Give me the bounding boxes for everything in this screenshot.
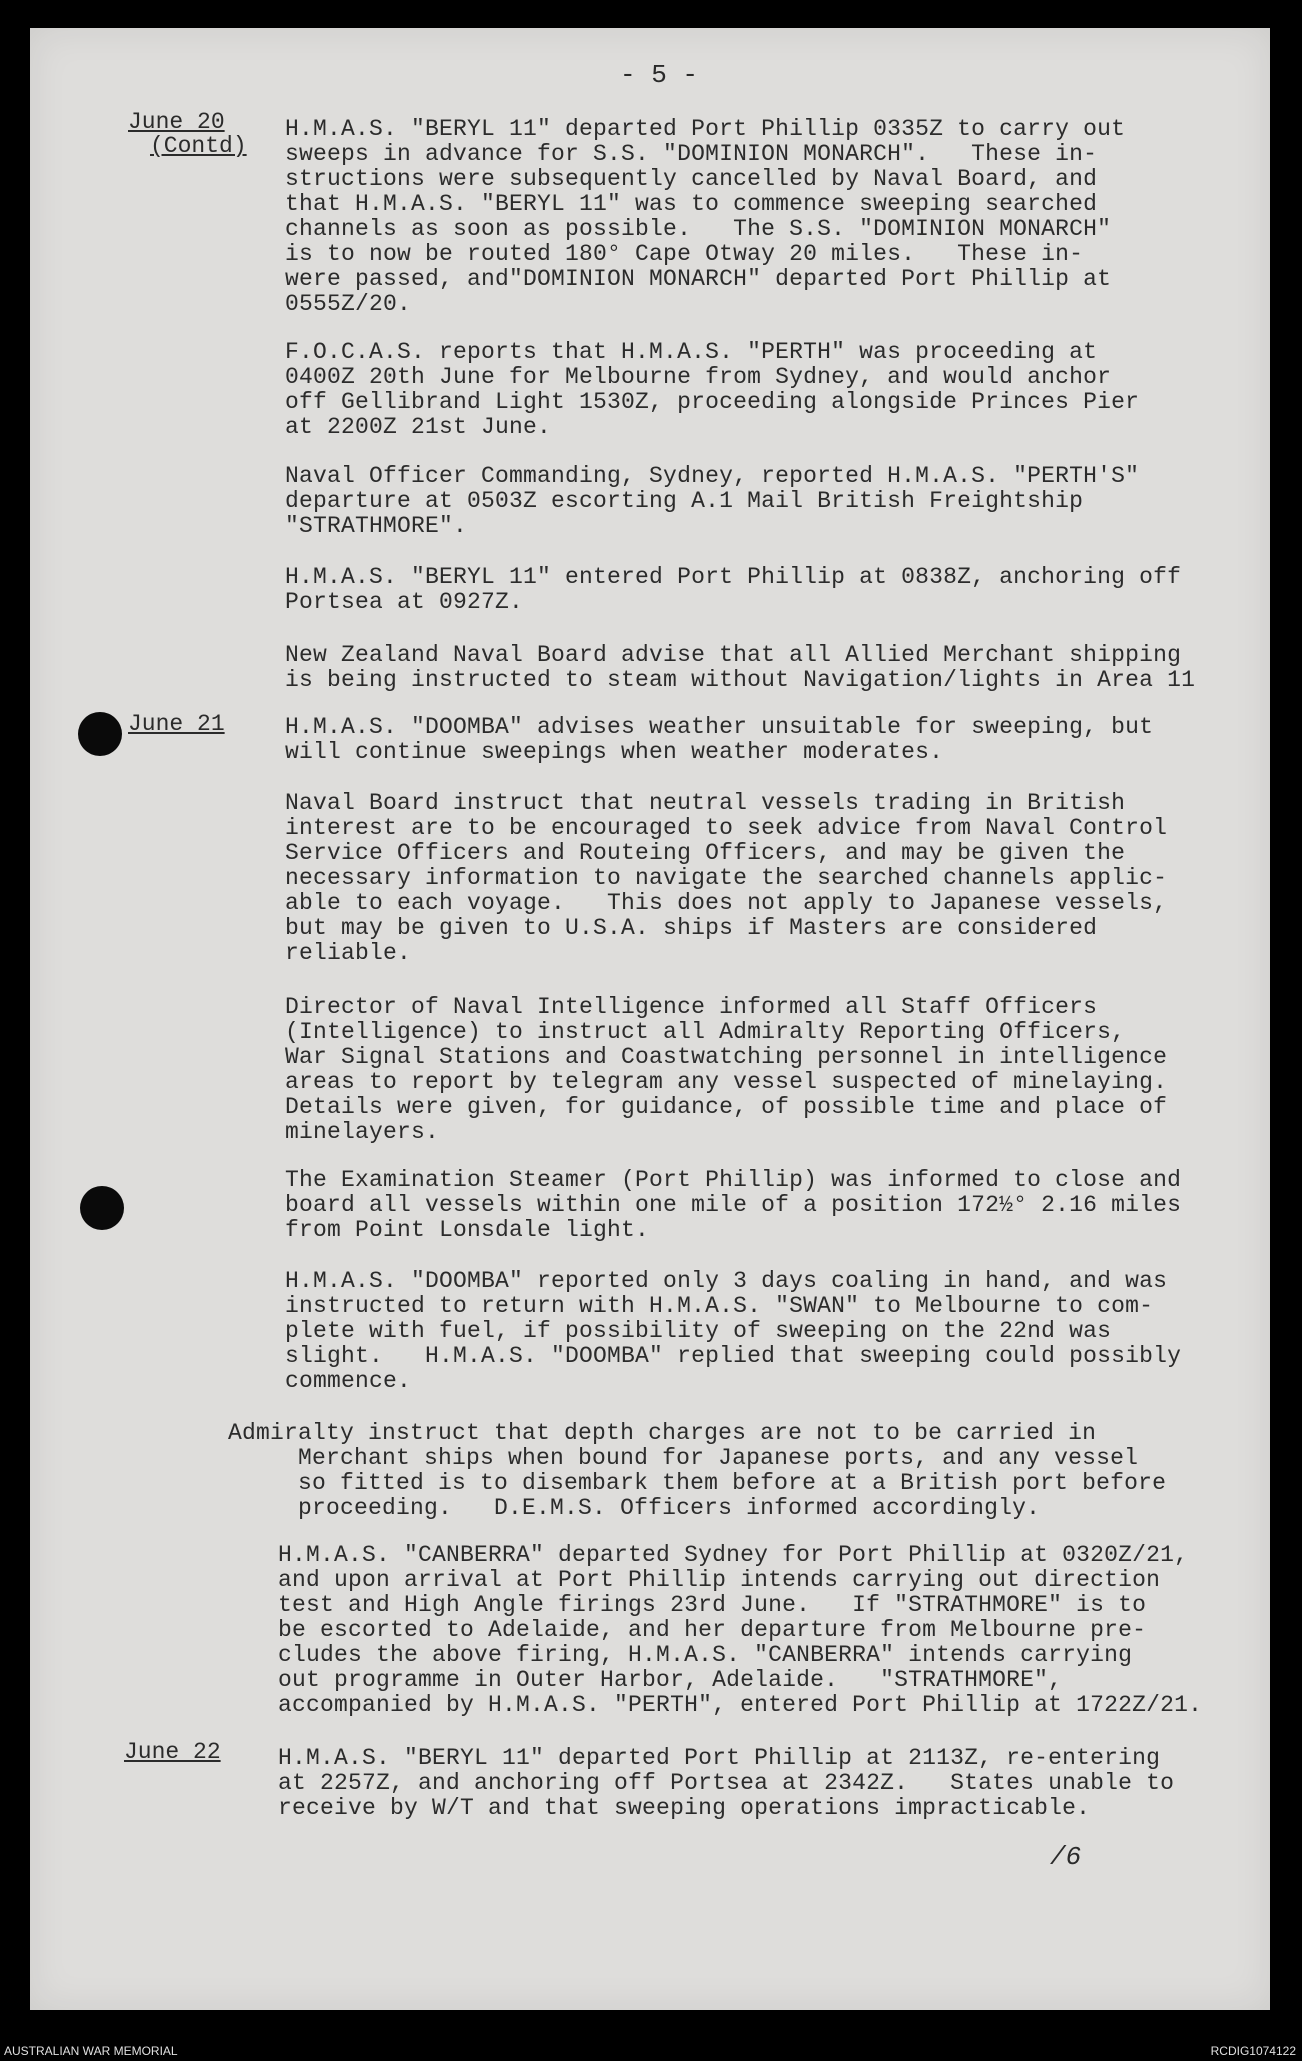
date-june-22: June 22 — [124, 1739, 221, 1765]
paragraph-nz-naval-board: New Zealand Naval Board advise that all Allied Merchant shipping is being instructed to steam without Navigation/lights in Area 11 — [285, 642, 1196, 693]
paragraph-naval-intelligence: Director of Naval Intelligence informed all Staff Officers (Intelligence) to instruct all Admiralty Reporting Officers, War Signal Stations and Coastwatching personnel in intelligence areas to report by telegram any vessel suspected of minelaying. Details were given, for guidance, of possible time and place of minelayers. — [285, 994, 1168, 1145]
paragraph-beryl-entered: H.M.A.S. "BERYL 11" entered Port Phillip at 0838Z, anchoring off Portsea at 0927Z. — [285, 564, 1182, 615]
page-number: - 5 - — [620, 60, 699, 90]
date-june-20: June 20 — [128, 109, 225, 135]
punch-hole — [78, 712, 122, 756]
paragraph-admiralty-depth-charges: Admiralty instruct that depth charges are not to be carried in Merchant ships when bound for Japanese ports, and any vessel so fitted is to disembark them before at a British port before proceeding. D.E.M.S. Officers informed accordingly. — [228, 1420, 1167, 1521]
continuation-marker: /6 — [1050, 1842, 1082, 1872]
paragraph-perth-report: F.O.C.A.S. reports that H.M.A.S. "PERTH" was proceeding at 0400Z 20th June for Melbourne from Sydney, and would anchor off Gellibrand Light 1530Z, proceeding alongside Princes Pier at 2200Z 21st June. — [285, 339, 1140, 440]
paragraph-doomba-coaling: H.M.A.S. "DOOMBA" reported only 3 days coaling in hand, and was instructed to return with H.M.A.S. "SWAN" to Melbourne to com- plete with fuel, if possibility of sweeping on the 22nd was slight. H.M.A.S. "DOOMBA" replied that sweeping could possibly commence. — [285, 1268, 1182, 1394]
paragraph-doomba-weather: H.M.A.S. "DOOMBA" advises weather unsuitable for sweeping, but will continue sweepings when weather moderates. — [285, 714, 1154, 765]
paragraph-perth-departure: Naval Officer Commanding, Sydney, reported H.M.A.S. "PERTH'S" departure at 0503Z escorting A.1 Mail British Freightship "STRATHMORE". — [285, 463, 1140, 539]
paragraph-beryl-departure: H.M.A.S. "BERYL 11" departed Port Phillip 0335Z to carry out sweeps in advance for S.S. "DOMINION MONARCH". These in- structions were subsequently cancelled by Naval Board, and that H.M.A.S. "BERYL 11" was to commence sweeping searched channels as soon as possible. The S.S. "DOMINION MONARCH" is to now be routed 180° Cape Otway 20 miles. These in- were passed, and"DOMINION MONARCH" departed Port Phillip at 0555Z/20. — [285, 116, 1126, 317]
archive-id: RCDIG1074122 — [1210, 2044, 1296, 2058]
paragraph-canberra: H.M.A.S. "CANBERRA" departed Sydney for Port Phillip at 0320Z/21, and upon arrival at Port Phillip intends carrying out direction test and High Angle firings 23rd June. If "STRATHMORE" is to be escorted to Adelaide, and her departure from Melbourne pre- cludes the above firing, H.M.A.S. "CANBERRA" intends carrying out programme in Outer Harbor, Adelaide. "STRATHMORE", accompanied by H.M.A.S. "PERTH", entered Port Phillip at 1722Z/21. — [278, 1542, 1203, 1718]
date-contd: (Contd) — [150, 133, 247, 159]
punch-hole — [80, 1186, 124, 1230]
paragraph-beryl-june-22: H.M.A.S. "BERYL 11" departed Port Phillip at 2113Z, re-entering at 2257Z, and anchoring off Portsea at 2342Z. States unable to receive by W/T and that sweeping operations impracticable. — [278, 1745, 1175, 1821]
paragraph-neutral-vessels: Naval Board instruct that neutral vessels trading in British interest are to be encouraged to seek advice from Naval Control Service Officers and Routeing Officers, and may be given the necessary information to navigate the searched channels applic- able to each voyage. This does not apply to Japanese vessels, but may be given to U.S.A. ships if Masters are considered reliable. — [285, 790, 1168, 966]
archive-footer — [0, 2040, 1302, 2061]
paragraph-examination-steamer: The Examination Steamer (Port Phillip) was informed to close and board all vessels within one mile of a position 172½° 2.16 miles from Point Lonsdale light. — [285, 1167, 1182, 1243]
date-june-21: June 21 — [128, 711, 225, 737]
archive-name: AUSTRALIAN WAR MEMORIAL — [4, 2044, 178, 2058]
